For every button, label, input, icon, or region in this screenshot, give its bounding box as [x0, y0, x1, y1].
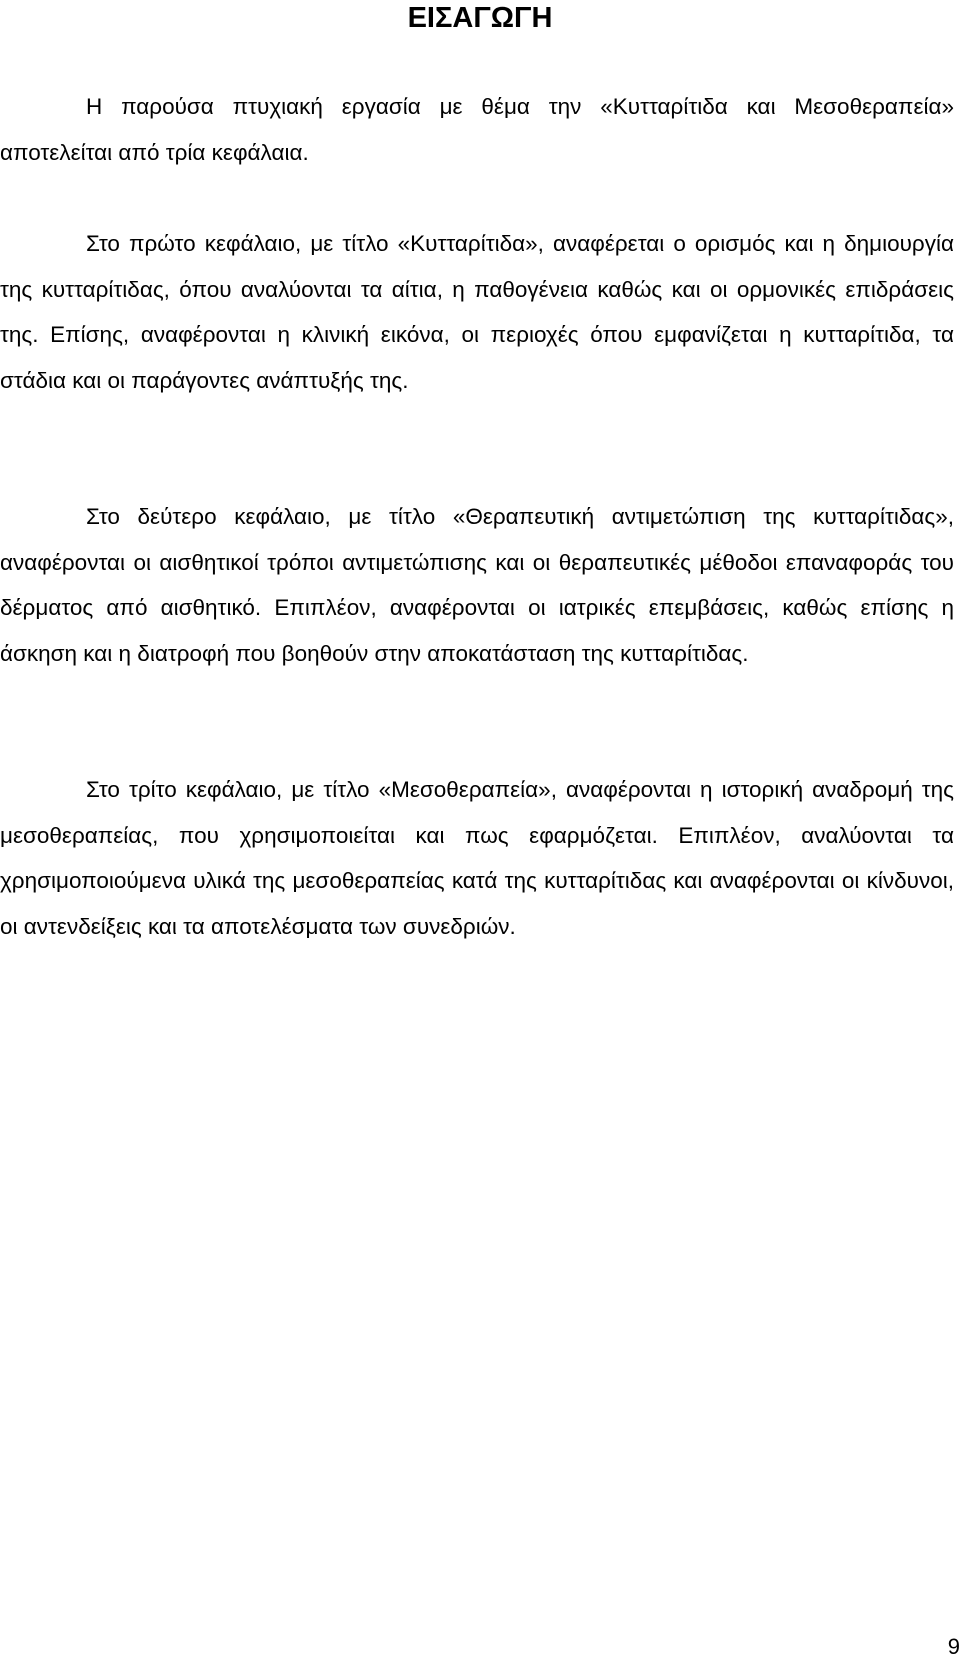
page-number: 9 — [947, 1634, 960, 1659]
page-title: ΕΙΣΑΓΩΓΗ — [407, 2, 553, 34]
chapter-three-paragraph: Στο τρίτο κεφάλαιο, με τίτλο «Μεσοθεραπεία», αναφέρονται η ιστορική αναδρομή της μεσοθεραπείας, που χρησιμοποιείται και πως εφαρμόζεται. Επιπλέον, αναλύονται τα χρησιμοποιούμενα υλικά της μεσοθεραπείας κατά της κυτταρίτιδας και αναφέρονται οι κίνδυνοι, οι αντενδείξεις και τα αποτελέσματα των συνεδριών. — [0, 777, 954, 939]
chapter-one-paragraph: Στο πρώτο κεφάλαιο, με τίτλο «Κυτταρίτιδα», αναφέρεται ο ορισμός και η δημιουργία της κυτταρίτιδας, όπου αναλύονται τα αίτια, η παθογένεια καθώς και οι ορμονικές επιδράσεις της. Επίσης, αναφέρονται η κλινική εικόνα, οι περιοχές όπου εμφανίζεται η κυτταρίτιδα, τα στάδια και οι παράγοντες ανάπτυξής της. — [0, 231, 954, 393]
chapter-two-paragraph: Στο δεύτερο κεφάλαιο, με τίτλο «Θεραπευτική αντιμετώπιση της κυτταρίτιδας», αναφέρονται οι αισθητικοί τρόποι αντιμετώπισης και οι θεραπευτικές μέθοδοι επαναφοράς του δέρματος από αισθητικό. Επιπλέον, αναφέρονται οι ιατρικές επεμβάσεις, καθώς επίσης η άσκηση και η διατροφή που βοηθούν στην αποκατάσταση της κυτταρίτιδας. — [0, 504, 954, 666]
intro-paragraph: Η παρούσα πτυχιακή εργασία με θέμα την «Κυτταρίτιδα και Μεσοθεραπεία» αποτελείται από τρία κεφάλαια. — [0, 94, 954, 165]
